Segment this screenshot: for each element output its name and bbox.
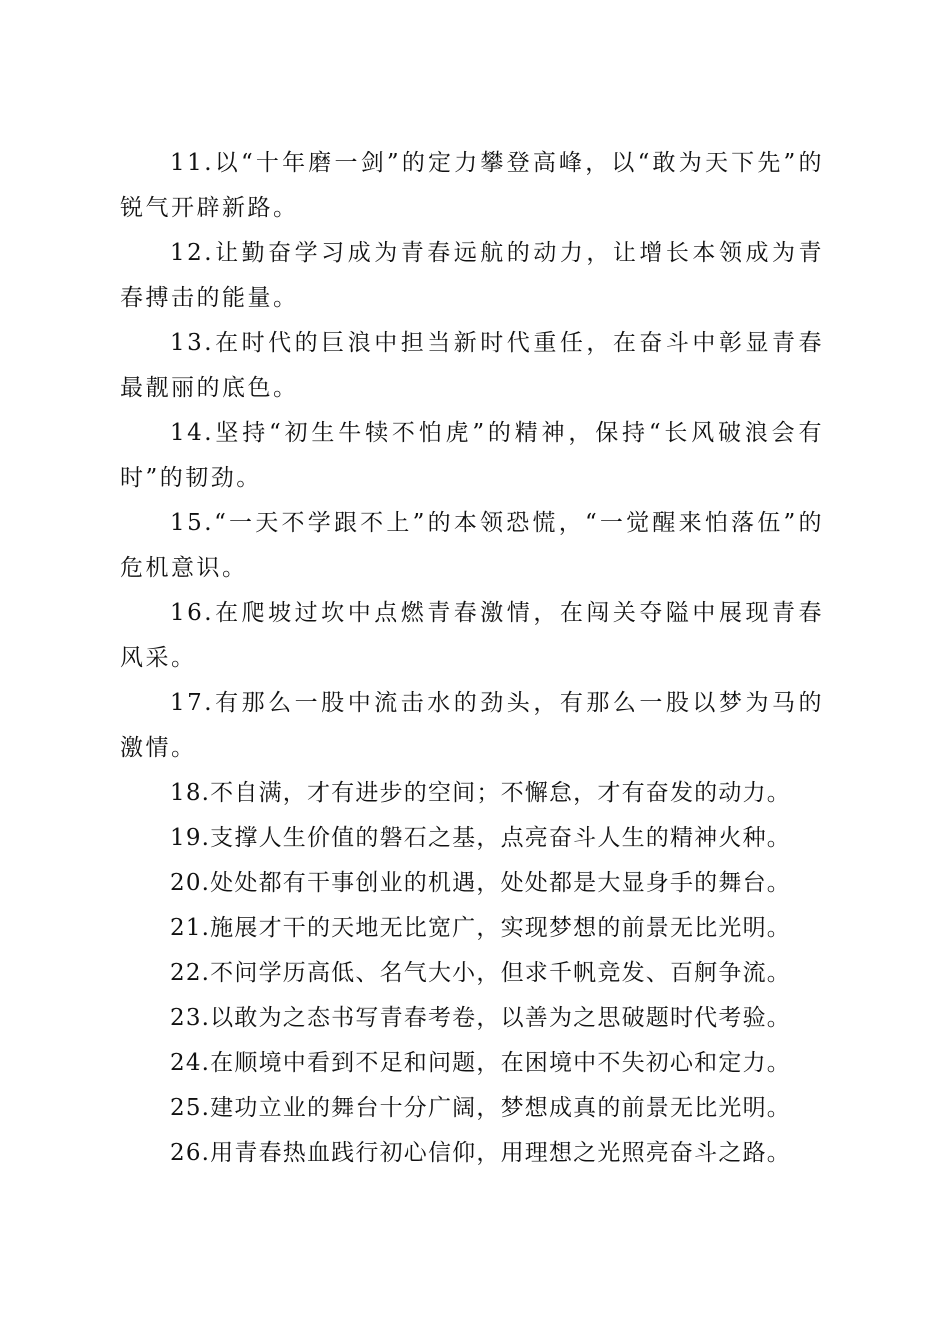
paragraph-20: 20.处处都有干事创业的机遇，处处都是大显身手的舞台。: [170, 870, 791, 896]
paragraph-24: 24.在顺境中看到不足和问题，在困境中不失初心和定力。: [170, 1050, 791, 1076]
paragraph-15: 15.“一天不学跟不上”的本领恐慌，“一觉醒来怕落伍”的危机意识。: [120, 510, 824, 581]
paragraph-25: 25.建功立业的舞台十分广阔，梦想成真的前景无比光明。: [170, 1095, 791, 1121]
paragraph-16: 16.在爬坡过坎中点燃青春激情，在闯关夺隘中展现青春风采。: [120, 600, 824, 671]
paragraph-26: 26.用青春热血践行初心信仰，用理想之光照亮奋斗之路。: [170, 1140, 791, 1166]
document-body: [120, 141, 824, 1176]
paragraph-12: 12.让勤奋学习成为青春远航的动力，让增长本领成为青春搏击的能量。: [120, 240, 824, 311]
paragraph-18: 18.不自满，才有进步的空间；不懈怠，才有奋发的动力。: [170, 780, 791, 806]
paragraph-17: 17.有那么一股中流击水的劲头，有那么一股以梦为马的激情。: [120, 690, 824, 761]
paragraph-19: 19.支撑人生价值的磐石之基，点亮奋斗人生的精神火种。: [170, 825, 791, 851]
paragraph-22: 22.不问学历高低、名气大小，但求千帆竞发、百舸争流。: [170, 960, 791, 986]
paragraph-13: 13.在时代的巨浪中担当新时代重任，在奋斗中彰显青春最靓丽的底色。: [120, 330, 824, 401]
paragraph-21: 21.施展才干的天地无比宽广，实现梦想的前景无比光明。: [170, 915, 791, 941]
paragraph-14: 14.坚持“初生牛犊不怕虎”的精神，保持“长风破浪会有时”的韧劲。: [120, 420, 824, 491]
paragraph-23: 23.以敢为之态书写青春考卷，以善为之思破题时代考验。: [170, 1005, 791, 1031]
paragraph-11: 11.以“十年磨一剑”的定力攀登高峰，以“敢为天下先”的锐气开辟新路。: [120, 150, 824, 221]
